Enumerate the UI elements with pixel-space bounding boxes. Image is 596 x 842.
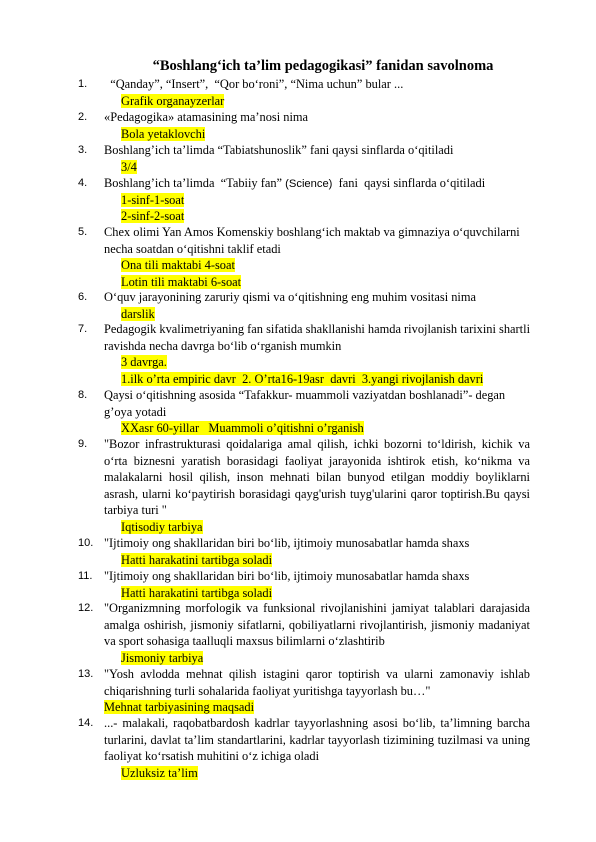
question-number: 13. bbox=[78, 668, 94, 680]
question-number: 14. bbox=[78, 717, 94, 729]
question-number: 9. bbox=[78, 438, 88, 450]
question-text: Boshlang’ich ta’limda “Tabiatshunoslik” fani qaysi sinflarda o‘qitiladi bbox=[104, 143, 454, 157]
question-text: Boshlang’ich ta’limda “Tabiiy fan” (Science) fani qaysi sinflarda o‘qitiladi bbox=[104, 176, 486, 190]
answer: 1.ilk o’rta empiric davr 2. O’rta16-19asr davri 3.yangi rivojlanish davri bbox=[121, 371, 484, 386]
question-number: 2. bbox=[78, 111, 88, 123]
question-number: 3. bbox=[78, 144, 88, 156]
question-text: "Bozor infrastrukturasi qoidalariga amal qilish, ichki bozorni to‘ldirish, kichik va o‘rta biznesni yaratish borasidagi faoliyat jarayonida ishtirok etish, ko‘nikma va malakalarni hosil qilish, inson mehnati bilan bunyod etilgan moddiy boyliklarni asrash, ularni ko‘paytirish borasidagi qayg'urish tuyg'ularini qaror toptirish.Bu qaysi tarbiya turi " bbox=[104, 437, 530, 517]
answer: 3/4 bbox=[121, 159, 137, 174]
question-number: 8. bbox=[78, 389, 88, 401]
answer: Jismoniy tarbiya bbox=[121, 650, 204, 665]
answer: Grafik organayzerlar bbox=[121, 93, 225, 108]
answer: Hatti harakatini tartibga soladi bbox=[121, 585, 273, 600]
question-number: 5. bbox=[78, 226, 88, 238]
question-text: "Ijtimoiy ong shakllaridan biri bo‘lib, ijtimoiy munosabatlar hamda shaxs bbox=[104, 569, 470, 583]
question-text: "Organizmning morfologik va funksional rivojlanishini jamiyat talablari darajasida amalga oshirish, jismoniy sifatlarni, qobiliyatlarni rivojlantirish, jismoniy madaniyat va sport sohasiga taalluqli maxsus bilimlarni o‘zlashtirib bbox=[104, 601, 530, 648]
question-text: ...- malakali, raqobatbardosh kadrlar tayyorlashning asosi bo‘lib, ta’limning barcha turlarini, davlat ta’lim standartlarini, kadrlar tayyorlash tizimining tuzilmasi va uning faoliyat ko‘rsatish muhitini o‘z ichiga oladi bbox=[104, 716, 530, 763]
answer: 2-sinf-2-soat bbox=[121, 209, 185, 223]
answer: Uzluksiz ta’lim bbox=[121, 765, 198, 780]
question-text: Chex olimi Yan Amos Komenskiy boshlang‘ich maktab va gimnaziya o‘quvchilarni necha soatdan o‘qitishni taklif etadi bbox=[104, 225, 520, 256]
question-text: "Yosh avlodda mehnat qilish istagini qaror toptirish va ularni zamonaviy ishlab chiqarishning turli sohalarida faoliyat yuritishga tayyorlash bu…" bbox=[104, 667, 530, 698]
question-number: 1. bbox=[78, 78, 88, 90]
answer: Mehnat tarbiyasining maqsadi bbox=[104, 700, 255, 714]
answer: Lotin tili maktabi 6-soat bbox=[121, 274, 242, 289]
answer: Ona tili maktabi 4-soat bbox=[121, 258, 235, 272]
answer: 3 davrga. bbox=[121, 355, 167, 369]
question-text: «Pedagogika» atamasining ma’nosi nima bbox=[104, 110, 309, 124]
question-number: 6. bbox=[78, 291, 88, 303]
question-text: “Qanday”, “Insert”, “Qor bo‘roni”, “Nima uchun” bular ... bbox=[104, 77, 404, 91]
question-number: 12. bbox=[78, 602, 94, 614]
answer: Iqtisodiy tarbiya bbox=[121, 519, 203, 534]
question-text: "Ijtimoiy ong shakllaridan biri bo‘lib, ijtimoiy munosabatlar hamda shaxs bbox=[104, 536, 470, 550]
document-title: “Boshlang‘ich ta’lim pedagogikasi” fanidan savolnoma bbox=[152, 58, 494, 74]
answer: XXasr 60-yillar Muammoli o’qitishni o’rganish bbox=[121, 421, 364, 435]
question-number: 10. bbox=[78, 537, 94, 549]
answer: darslik bbox=[121, 306, 155, 321]
question-text: O‘quv jarayonining zaruriy qismi va o‘qitishning eng muhim vositasi nima bbox=[104, 290, 477, 304]
answer: 1-sinf-1-soat bbox=[121, 192, 185, 207]
answer: Hatti harakatini tartibga soladi bbox=[121, 552, 273, 567]
question-text: Qaysi o‘qitishning asosida “Tafakkur- muammoli vaziyatdan boshlanadi”- degan g’oya yotadi bbox=[104, 388, 506, 419]
question-number: 4. bbox=[78, 177, 88, 189]
answer: Bola yetaklovchi bbox=[121, 126, 206, 141]
question-text: Pedagogik kvalimetriyaning fan sifatida shakllanishi hamda rivojlanish tarixini shartli ravishda necha davrga bo‘lib o‘rganish mumkin bbox=[104, 322, 531, 353]
question-number: 7. bbox=[78, 323, 88, 335]
question-number: 11. bbox=[78, 570, 93, 582]
